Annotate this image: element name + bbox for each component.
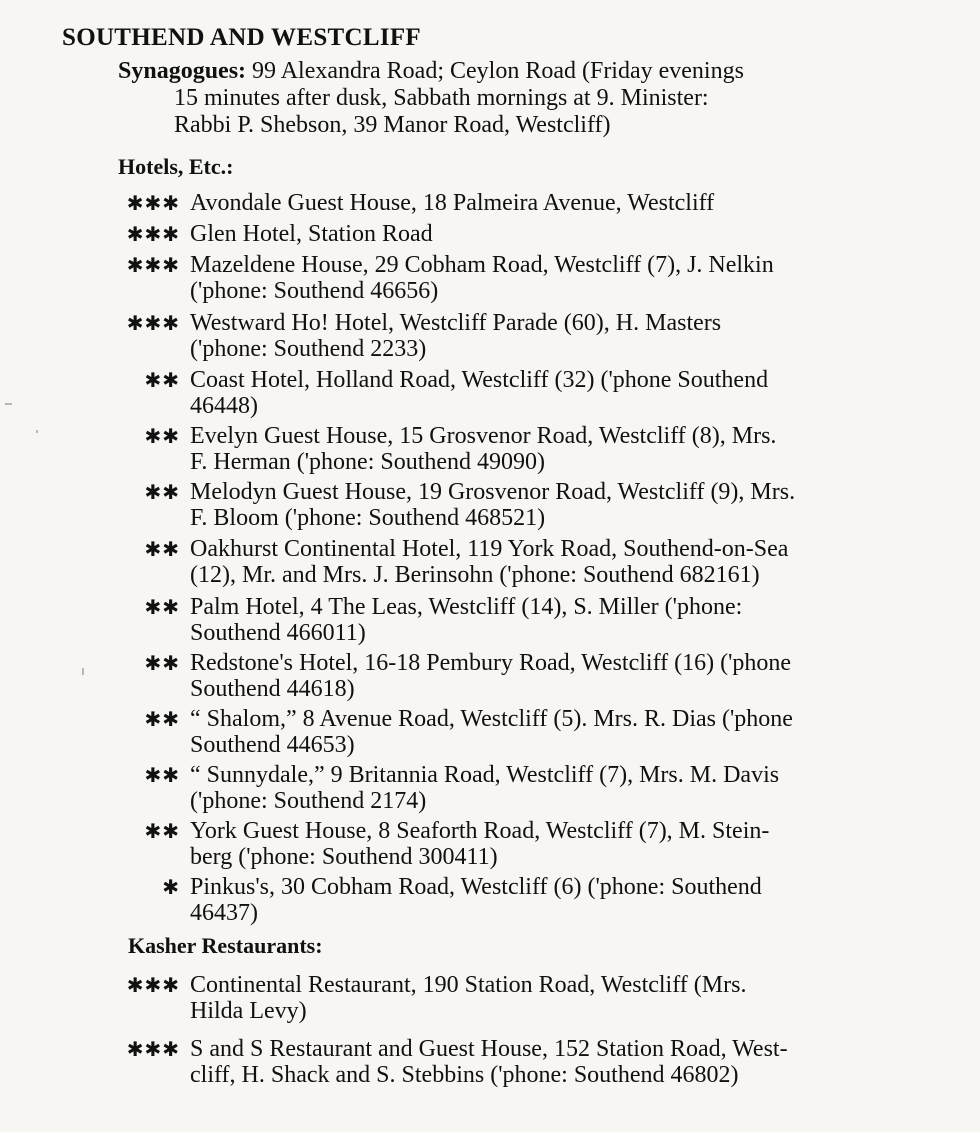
hotel-line-2: F. Bloom ('phone: Southend 468521) <box>190 505 546 531</box>
rating-stars: ✱✱ <box>144 821 180 843</box>
hotel-line-2: berg ('phone: Southend 300411) <box>190 844 498 870</box>
hotel-entry <box>118 650 938 702</box>
hotel-entry <box>118 479 938 531</box>
rating-stars: ✱✱ <box>144 653 180 675</box>
hotel-entry <box>118 762 938 814</box>
scan-mark <box>5 403 12 405</box>
hotel-entry <box>118 818 938 870</box>
synagogues-line-3: Rabbi P. Shebson, 39 Manor Road, Westcliff) <box>174 112 611 138</box>
hotel-line-1: Westward Ho! Hotel, Westcliff Parade (60), H. Masters <box>190 310 722 336</box>
synagogues-label: Synagogues: <box>118 58 247 84</box>
restaurant-line-2: Hilda Levy) <box>190 998 307 1024</box>
hotel-entry <box>118 594 938 646</box>
hotel-line-1: York Guest House, 8 Seaforth Road, Westcliff (7), M. Stein- <box>190 818 770 844</box>
rating-stars: ✱✱ <box>144 539 180 561</box>
synagogues-entry <box>118 58 938 139</box>
restaurant-line-1: S and S Restaurant and Guest House, 152 Station Road, West- <box>190 1036 788 1062</box>
hotel-entry <box>118 310 938 362</box>
hotel-entry <box>118 536 938 588</box>
rating-stars: ✱✱ <box>144 482 180 504</box>
hotel-line-1: Pinkus's, 30 Cobham Road, Westcliff (6) ('phone: Southend <box>190 874 762 900</box>
hotel-line-2: Southend 44618) <box>190 676 355 702</box>
rating-stars: ✱✱ <box>144 709 180 731</box>
hotel-line-1: Palm Hotel, 4 The Leas, Westcliff (14), S. Miller ('phone: <box>190 594 743 620</box>
hotel-line-1: Avondale Guest House, 18 Palmeira Avenue, Westcliff <box>190 190 715 216</box>
rating-stars: ✱✱✱ <box>126 1039 180 1061</box>
hotel-line-2: 46448) <box>190 393 258 419</box>
rating-stars: ✱✱✱ <box>126 975 180 997</box>
restaurant-entry <box>118 972 938 1024</box>
hotel-line-1: Glen Hotel, Station Road <box>190 221 433 247</box>
hotel-entry <box>118 423 938 475</box>
rating-stars: ✱✱ <box>144 597 180 619</box>
hotel-line-2: Southend 466011) <box>190 620 366 646</box>
hotel-line-2: ('phone: Southend 46656) <box>190 278 439 304</box>
hotel-line-2: 46437) <box>190 900 258 926</box>
restaurant-entry <box>118 1036 938 1088</box>
rating-stars: ✱ <box>162 877 180 899</box>
rating-stars: ✱✱ <box>144 765 180 787</box>
hotel-line-1: Melodyn Guest House, 19 Grosvenor Road, Westcliff (9), Mrs. <box>190 479 796 505</box>
synagogues-line-2: 15 minutes after dusk, Sabbath mornings at 9. Minister: <box>174 85 709 111</box>
hotel-line-2: (12), Mr. and Mrs. J. Berinsohn ('phone: Southend 682161) <box>190 562 760 588</box>
hotel-line-1: Oakhurst Continental Hotel, 119 York Road, Southend-on-Sea <box>190 536 789 562</box>
scan-mark <box>36 430 38 433</box>
rating-stars: ✱✱ <box>144 370 180 392</box>
hotel-line-1: Mazeldene House, 29 Cobham Road, Westcliff (7), J. Nelkin <box>190 252 774 278</box>
hotel-line-1: “ Shalom,” 8 Avenue Road, Westcliff (5). Mrs. R. Dias ('phone <box>190 706 793 732</box>
hotel-entry <box>118 252 938 304</box>
rating-stars: ✱✱ <box>144 426 180 448</box>
scan-mark <box>82 668 84 675</box>
rating-stars: ✱✱✱ <box>126 193 180 215</box>
hotels-heading: Hotels, Etc.: <box>118 154 234 179</box>
restaurant-line-2: cliff, H. Shack and S. Stebbins ('phone: Southend 46802) <box>190 1062 739 1088</box>
page-title: SOUTHEND AND WESTCLIFF <box>62 24 421 51</box>
rating-stars: ✱✱✱ <box>126 255 180 277</box>
rating-stars: ✱✱✱ <box>126 313 180 335</box>
hotel-line-1: Redstone's Hotel, 16-18 Pembury Road, Westcliff (16) ('phone <box>190 650 792 676</box>
hotel-line-2: ('phone: Southend 2233) <box>190 336 427 362</box>
rating-stars: ✱✱✱ <box>126 224 180 246</box>
hotel-entry <box>118 706 938 758</box>
restaurants-heading: Kasher Restaurants: <box>128 933 323 958</box>
hotel-line-2: F. Herman ('phone: Southend 49090) <box>190 449 546 475</box>
hotel-entry <box>118 874 938 926</box>
restaurant-line-1: Continental Restaurant, 190 Station Road, Westcliff (Mrs. <box>190 972 747 998</box>
hotel-entry <box>118 190 938 216</box>
hotel-line-1: Evelyn Guest House, 15 Grosvenor Road, Westcliff (8), Mrs. <box>190 423 777 449</box>
hotel-line-2: ('phone: Southend 2174) <box>190 788 427 814</box>
hotel-line-1: “ Sunnydale,” 9 Britannia Road, Westcliff (7), Mrs. M. Davis <box>190 762 780 788</box>
hotel-entry <box>118 221 938 247</box>
synagogues-line-1: 99 Alexandra Road; Ceylon Road (Friday evenings <box>252 58 744 84</box>
hotel-entry <box>118 367 938 419</box>
hotel-line-1: Coast Hotel, Holland Road, Westcliff (32) ('phone Southend <box>190 367 769 393</box>
hotel-line-2: Southend 44653) <box>190 732 355 758</box>
